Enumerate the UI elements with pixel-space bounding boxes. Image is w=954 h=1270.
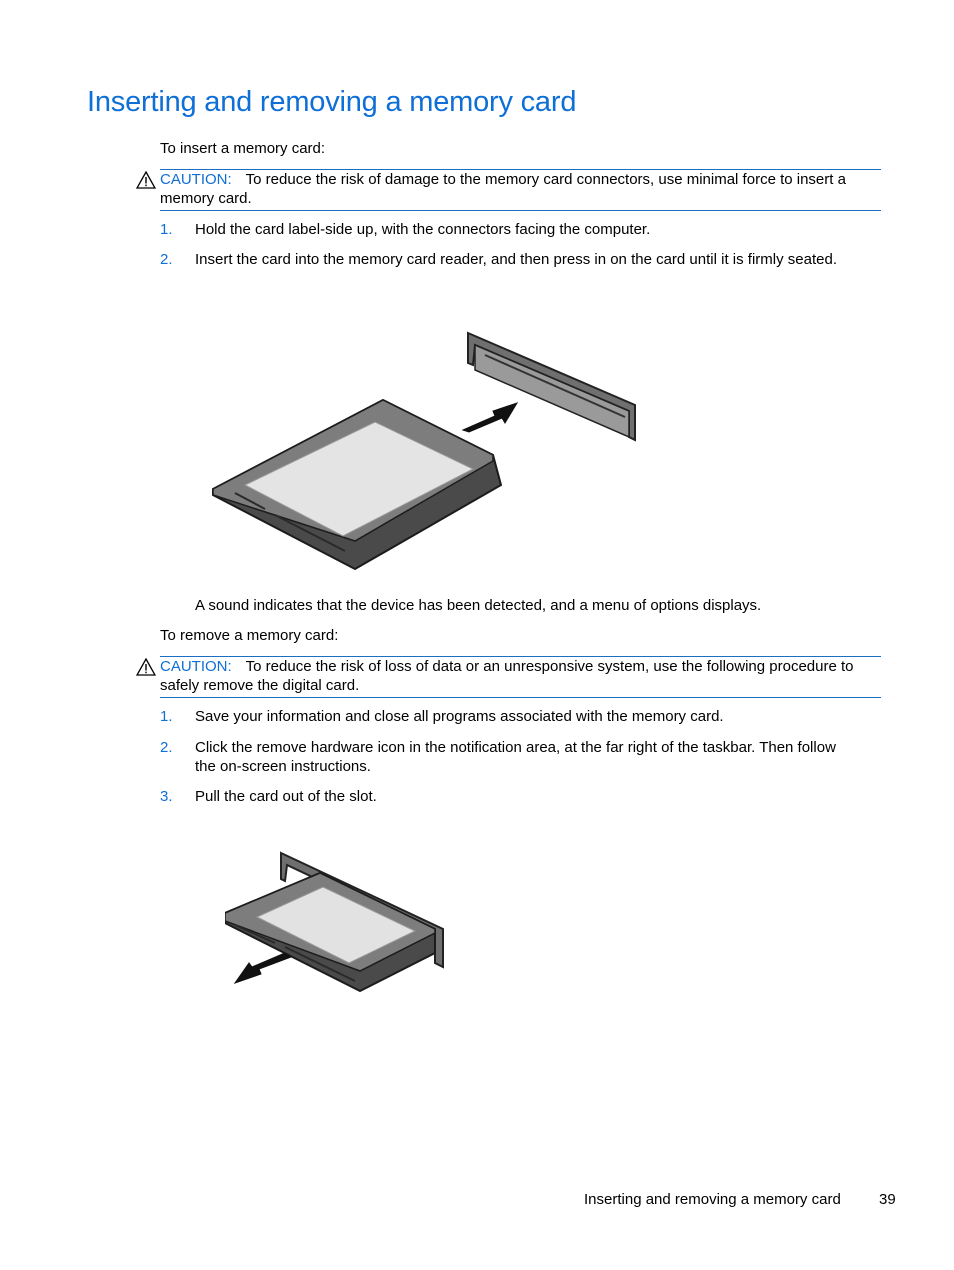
step-number: 2. <box>160 739 173 756</box>
step-number: 3. <box>160 788 173 805</box>
page-title: Inserting and removing a memory card <box>87 86 577 118</box>
remove-intro: To remove a memory card: <box>160 627 339 644</box>
step-text: Save your information and close all programs associated with the memory card. <box>195 708 724 725</box>
caution-label: CAUTION: <box>160 658 232 675</box>
step-number: 2. <box>160 251 173 268</box>
caution-text: To reduce the risk of loss of data or an unresponsive system, use the following procedure to safely remove the digital card. <box>160 658 854 694</box>
footer-section-title: Inserting and removing a memory card <box>584 1191 841 1208</box>
insert-result-text: A sound indicates that the device has been detected, and a menu of options displays. <box>195 597 762 614</box>
insert-card-illustration <box>205 325 645 575</box>
caution-label: CAUTION: <box>160 171 232 188</box>
memory-card <box>213 400 501 569</box>
remove-card-illustration <box>225 845 455 995</box>
step-text: Pull the card out of the slot. <box>195 788 377 805</box>
insert-intro: To insert a memory card: <box>160 140 326 157</box>
step-text: Insert the card into the memory card reader, and then press in on the card until it is firmly seated. <box>195 251 837 268</box>
step-text: Hold the card label-side up, with the connectors facing the computer. <box>195 221 651 238</box>
remove-arrow-icon <box>235 953 291 983</box>
step-number: 1. <box>160 708 173 725</box>
step-number: 1. <box>160 221 173 238</box>
page-number: 39 <box>879 1191 896 1208</box>
warning-triangle-icon <box>136 171 156 189</box>
insert-caution <box>160 169 881 211</box>
caution-text: To reduce the risk of damage to the memory card connectors, use minimal force to insert a memory card. <box>160 171 846 207</box>
step-text: Click the remove hardware icon in the notification area, at the far right of the taskbar. Then follow the on-screen instructions. <box>195 739 836 775</box>
card-reader-slot <box>468 333 635 440</box>
insert-arrow-icon <box>463 403 517 432</box>
remove-caution <box>160 656 881 698</box>
warning-triangle-icon <box>136 658 156 676</box>
